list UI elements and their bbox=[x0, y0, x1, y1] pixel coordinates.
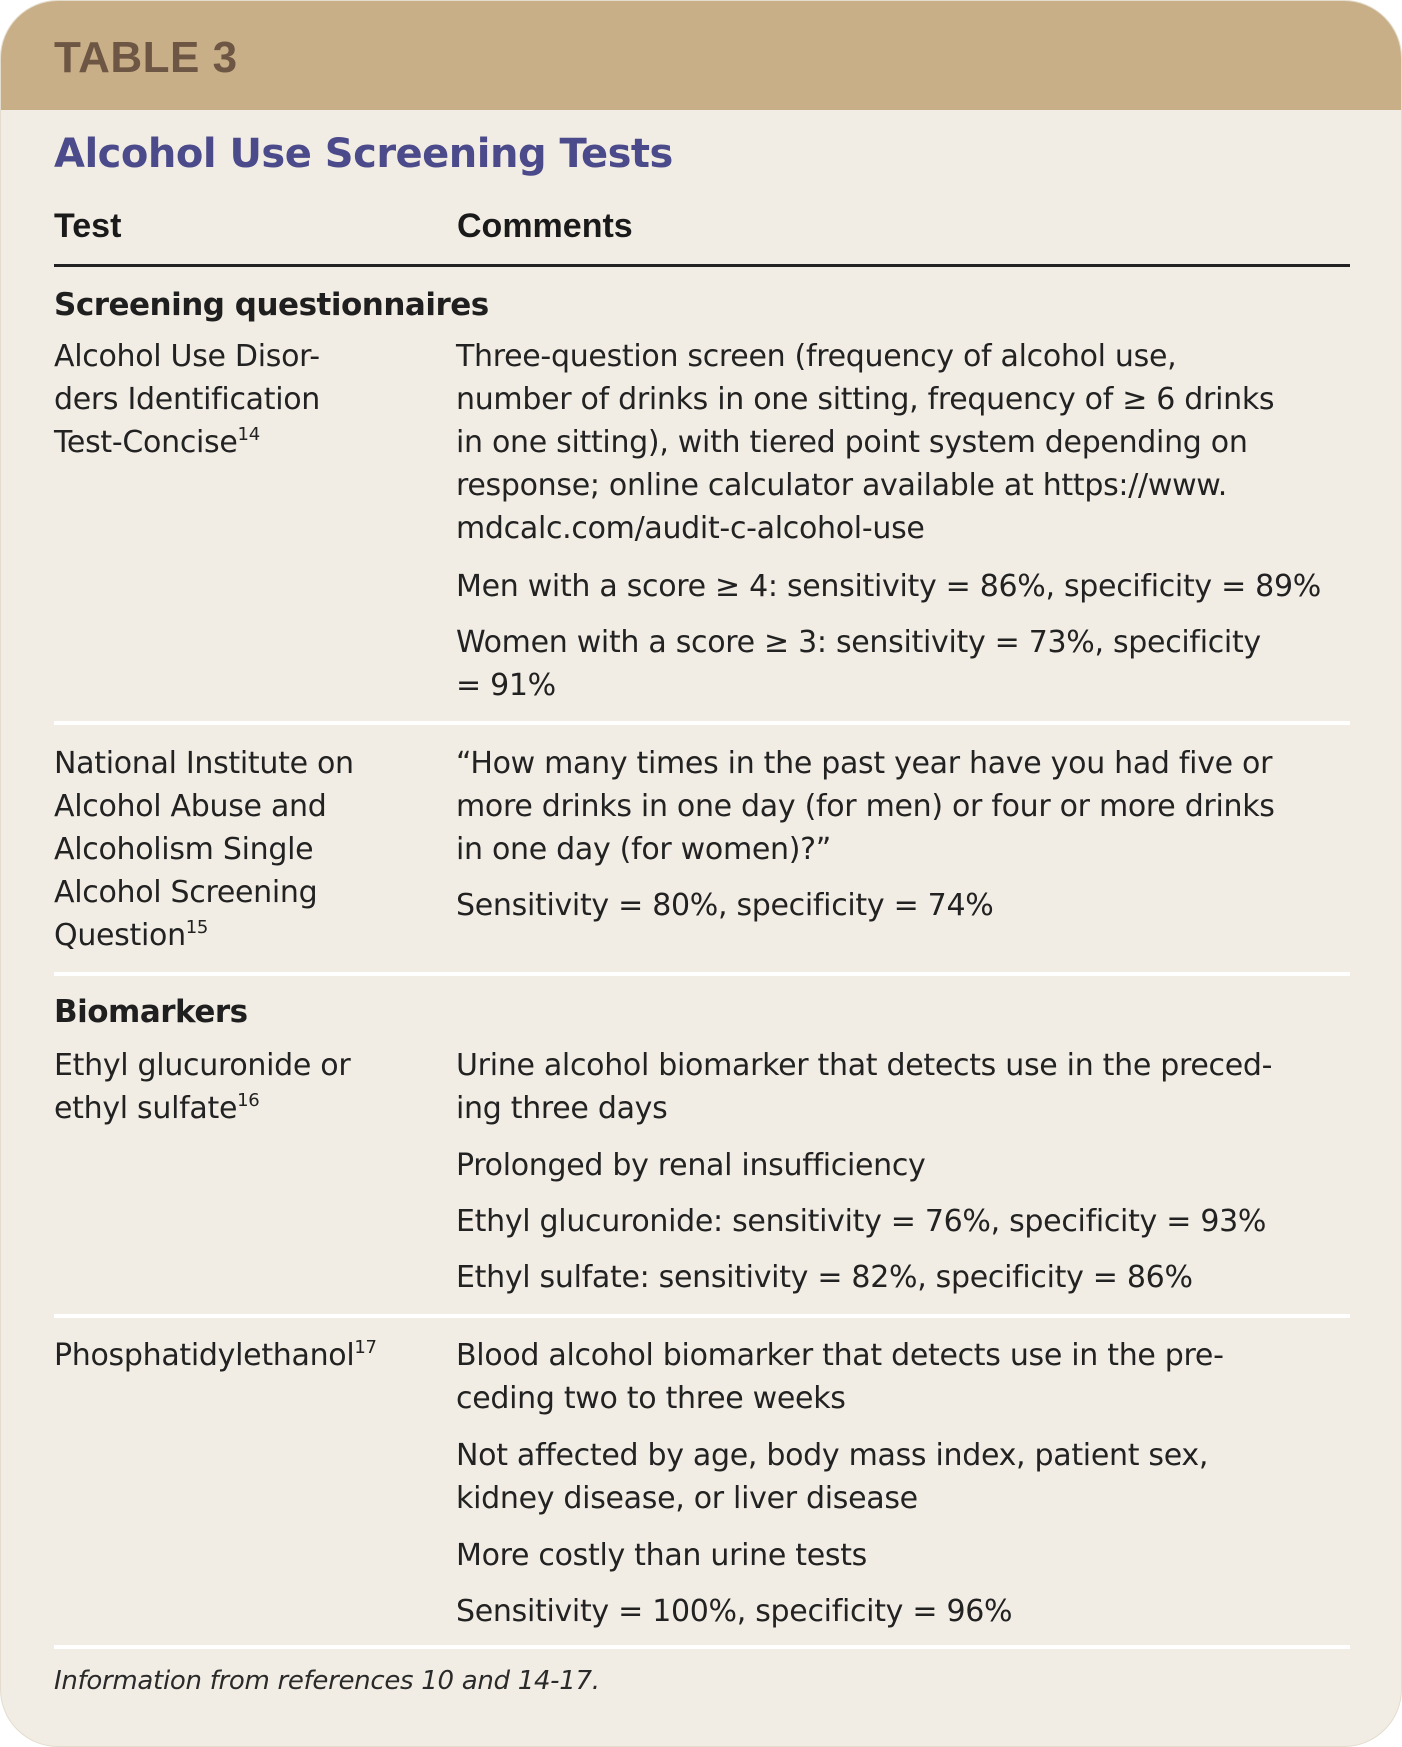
reference-superscript: 17 bbox=[354, 1337, 377, 1358]
test-name-line: Test-Concise$^{14}$ bbox=[54, 424, 260, 460]
row-divider bbox=[54, 972, 1350, 976]
row-divider bbox=[54, 1645, 1350, 1649]
test-name-line: National Institute on bbox=[54, 746, 354, 781]
test-name-line: ders Identification bbox=[54, 382, 320, 417]
test-name-line: ethyl sulfate$^{16}$ bbox=[54, 1090, 260, 1126]
reference-superscript: 14 bbox=[237, 424, 260, 445]
section-heading-screening: Screening questionnaires bbox=[54, 287, 489, 323]
comment-etg-description: Urine alcohol biomarker that detects use in the preced- ing three days bbox=[456, 1048, 1273, 1126]
comment-peth-cost: More costly than urine tests bbox=[456, 1538, 868, 1573]
section-heading-biomarkers: Biomarkers bbox=[54, 994, 248, 1030]
row-divider bbox=[54, 1314, 1350, 1318]
test-name-line: Alcohol Use Disor- bbox=[54, 339, 320, 374]
test-name-line: Question$^{15}$ bbox=[54, 917, 209, 953]
test-name-niaaa bbox=[54, 742, 434, 957]
test-name-audit-c bbox=[54, 335, 434, 464]
header-rule bbox=[54, 264, 1350, 267]
comment-niaaa-accuracy: Sensitivity = 80%, specificity = 74% bbox=[456, 888, 994, 923]
comment-audit-c-women: Women with a score ≥ 3: sensitivity = 73%, specificity = 91% bbox=[456, 625, 1261, 703]
comment-peth-accuracy: Sensitivity = 100%, specificity = 96% bbox=[456, 1594, 1013, 1629]
comment-etg-accuracy: Ethyl glucuronide: sensitivity = 76%, specificity = 93% bbox=[456, 1204, 1267, 1239]
test-name-line: Ethyl glucuronide or bbox=[54, 1048, 351, 1083]
comment-audit-c-description: Three-question screen (frequency of alcohol use, number of drinks in one sitting, frequency of ≥ 6 drinks in one sitting), with tiered point system depending on response; online calculator available at https://www. mdcalc.com/audit-c-alcohol-use bbox=[456, 339, 1275, 546]
comment-peth-unaffected: Not affected by age, body mass index, patient sex, kidney disease, or liver disease bbox=[456, 1438, 1209, 1516]
reference-superscript: 15 bbox=[185, 917, 209, 938]
table-title: Alcohol Use Screening Tests bbox=[54, 131, 673, 177]
test-name-etg-ets bbox=[54, 1044, 434, 1130]
comment-etg-renal: Prolonged by renal insufficiency bbox=[456, 1148, 926, 1183]
column-header-comments: Comments bbox=[457, 207, 633, 245]
comment-ets-accuracy: Ethyl sulfate: sensitivity = 82%, specificity = 86% bbox=[456, 1260, 1193, 1295]
reference-superscript: 16 bbox=[237, 1090, 260, 1111]
table-banner bbox=[1, 1, 1401, 110]
comment-audit-c-men: Men with a score ≥ 4: sensitivity = 86%, specificity = 89% bbox=[456, 569, 1321, 604]
test-name-line: Alcohol Abuse and bbox=[54, 789, 327, 824]
comment-peth-description: Blood alcohol biomarker that detects use in the pre- ceding two to three weeks bbox=[456, 1338, 1224, 1416]
table-footnote: Information from references 10 and 14-17. bbox=[54, 1666, 600, 1696]
row-divider bbox=[54, 721, 1350, 725]
comment-niaaa-question: “How many times in the past year have you had five or more drinks in one day (for men) or four or more drinks in one day (for women)?” bbox=[456, 746, 1275, 867]
table-number: TABLE 3 bbox=[54, 33, 238, 82]
test-name-line: Alcoholism Single bbox=[54, 832, 314, 867]
test-name-peth bbox=[54, 1334, 434, 1377]
test-name-line: Alcohol Screening bbox=[54, 875, 318, 910]
column-header-test: Test bbox=[54, 207, 122, 245]
test-name-line: Phosphatidylethanol$^{17}$ bbox=[54, 1337, 377, 1373]
